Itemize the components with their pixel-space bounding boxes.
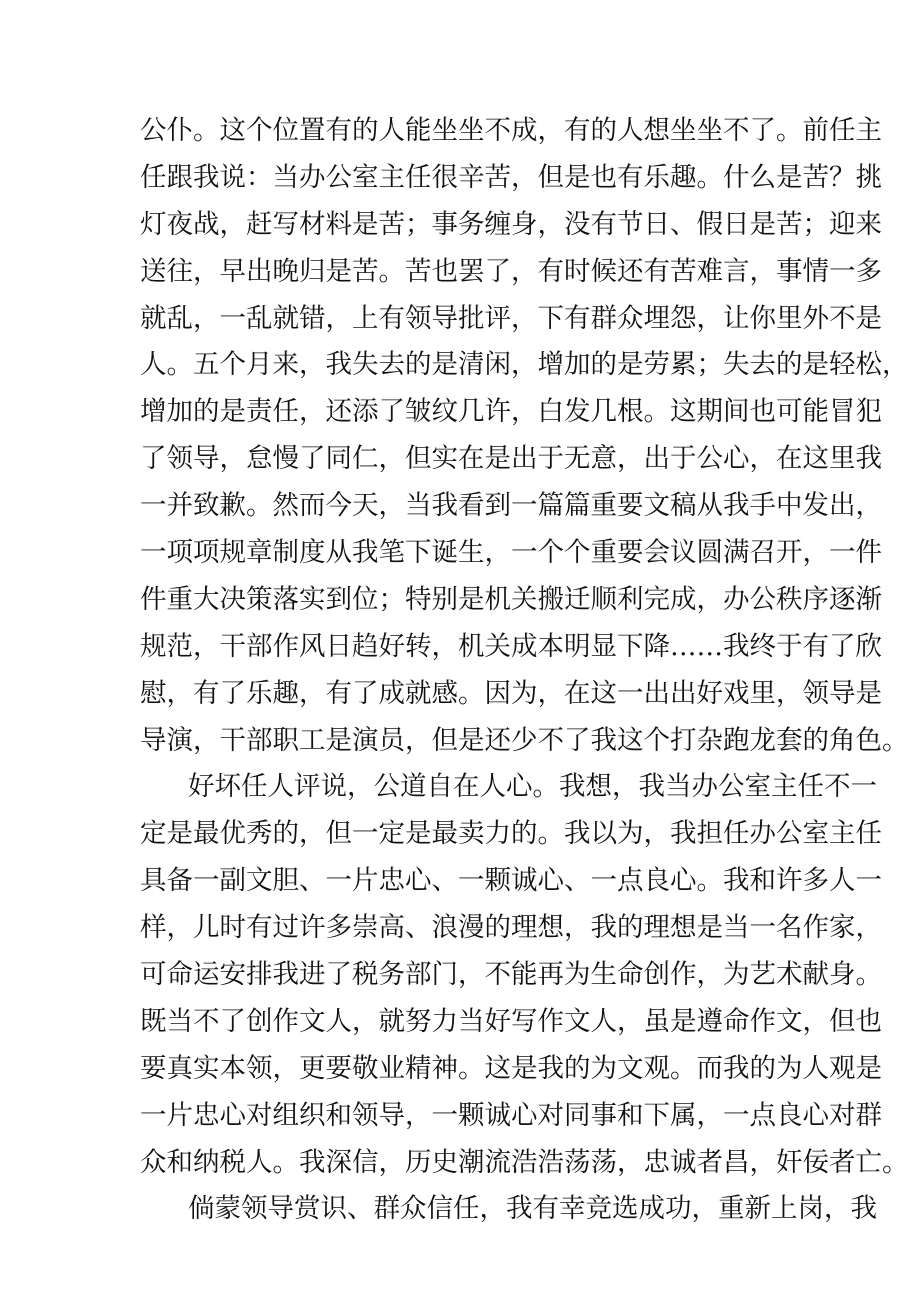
text-line: 灯夜战，赶写材料是苦；事务缠身，没有节日、假日是苦；迎来 bbox=[140, 208, 882, 240]
paragraph-3 bbox=[140, 1186, 877, 1233]
text-line: 增加的是责任，还添了皱纹几许，白发几根。这期间也可能冒犯 bbox=[140, 396, 882, 428]
text-line: 公仆。这个位置有的人能坐坐不成，有的人想坐坐不了。前任主 bbox=[140, 115, 882, 146]
text-line: 倘蒙领导赏识、群众信任，我有幸竞选成功，重新上岗，我 bbox=[188, 1193, 877, 1225]
text-line: 一片忠心对组织和领导，一颗诚心对同事和下属，一点良心对群 bbox=[140, 1099, 882, 1131]
paragraph-1 bbox=[140, 108, 909, 764]
text-line: 一项项规章制度从我笔下诞生，一个个重要会议圆满召开，一件 bbox=[140, 537, 882, 569]
paragraph-2 bbox=[140, 764, 909, 1186]
text-line: 要真实本领，更要敬业精神。这是我的为文观。而我的为人观是 bbox=[140, 1052, 882, 1084]
text-line: 一并致歉。然而今天，当我看到一篇篇重要文稿从我手中发出， bbox=[140, 490, 882, 522]
text-line: 定是最优秀的，但一定是最卖力的。我以为，我担任办公室主任 bbox=[140, 818, 882, 850]
text-line: 人。五个月来，我失去的是清闲，增加的是劳累；失去的是轻松， bbox=[140, 349, 909, 381]
text-line: 规范，干部作风日趋好转，机关成本明显下降……我终于有了欣 bbox=[140, 630, 882, 662]
text-line: 就乱，一乱就错，上有领导批评，下有群众埋怨，让你里外不是 bbox=[140, 302, 882, 334]
text-line: 众和纳税人。我深信，历史潮流浩浩荡荡，忠诚者昌，奸佞者亡。 bbox=[140, 1146, 909, 1178]
text-line: 具备一副文胆、一片忠心、一颗诚心、一点良心。我和许多人一 bbox=[140, 865, 882, 897]
text-line: 导演，干部职工是演员，但是还少不了我这个打杂跑龙套的角色。 bbox=[140, 724, 909, 756]
text-line: 送往，早出晚归是苦。苦也罢了，有时候还有苦难言，事情一多 bbox=[140, 255, 882, 287]
text-line: 可命运安排我进了税务部门，不能再为生命创作，为艺术献身。 bbox=[140, 959, 882, 991]
text-line: 件重大决策落实到位；特别是机关搬迁顺利完成，办公秩序逐渐 bbox=[140, 583, 882, 615]
text-line: 样，儿时有过许多崇高、浪漫的理想，我的理想是当一名作家， bbox=[140, 912, 882, 944]
text-line: 任跟我说：当办公室主任很辛苦，但是也有乐趣。什么是苦？挑 bbox=[140, 161, 882, 193]
text-line: 既当不了创作文人，就努力当好写作文人，虽是遵命作文，但也 bbox=[140, 1005, 882, 1037]
text-line: 了领导，怠慢了同仁，但实在是出于无意，出于公心，在这里我 bbox=[140, 443, 882, 475]
text-line: 好坏任人评说，公道自在人心。我想，我当办公室主任不一 bbox=[188, 771, 877, 803]
document-body bbox=[140, 108, 909, 1233]
text-line: 慰，有了乐趣，有了成就感。因为，在这一出出好戏里，领导是 bbox=[140, 677, 882, 709]
